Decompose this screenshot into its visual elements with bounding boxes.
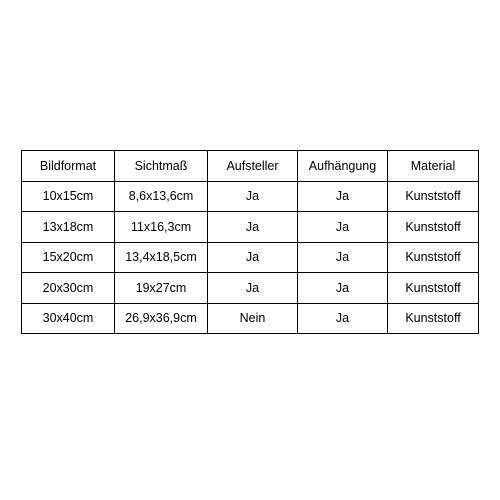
header-material: Material (388, 151, 479, 182)
cell-material: Kunststoff (388, 212, 479, 243)
cell-material: Kunststoff (388, 273, 479, 304)
header-bildformat: Bildformat (22, 151, 115, 182)
cell-sichtmass: 8,6x13,6cm (115, 181, 208, 212)
header-aufhaengung: Aufhängung (298, 151, 388, 182)
cell-bildformat: 30x40cm (22, 303, 115, 334)
cell-bildformat: 15x20cm (22, 242, 115, 273)
cell-aufsteller: Ja (208, 181, 298, 212)
cell-sichtmass: 13,4x18,5cm (115, 242, 208, 273)
cell-sichtmass: 26,9x36,9cm (115, 303, 208, 334)
cell-aufhaengung: Ja (298, 181, 388, 212)
table-row (22, 181, 479, 212)
frame-size-table (21, 150, 479, 334)
cell-bildformat: 13x18cm (22, 212, 115, 243)
cell-bildformat: 20x30cm (22, 273, 115, 304)
cell-aufhaengung: Ja (298, 273, 388, 304)
cell-bildformat: 10x15cm (22, 181, 115, 212)
cell-aufhaengung: Ja (298, 303, 388, 334)
cell-sichtmass: 11x16,3cm (115, 212, 208, 243)
table-row (22, 242, 479, 273)
cell-aufsteller: Nein (208, 303, 298, 334)
cell-aufsteller: Ja (208, 242, 298, 273)
cell-material: Kunststoff (388, 181, 479, 212)
cell-aufhaengung: Ja (298, 212, 388, 243)
cell-material: Kunststoff (388, 303, 479, 334)
cell-aufhaengung: Ja (298, 242, 388, 273)
cell-aufsteller: Ja (208, 212, 298, 243)
table-row (22, 212, 479, 243)
header-aufsteller: Aufsteller (208, 151, 298, 182)
header-sichtmass: Sichtmaß (115, 151, 208, 182)
table-row (22, 303, 479, 334)
cell-sichtmass: 19x27cm (115, 273, 208, 304)
table-row (22, 273, 479, 304)
cell-aufsteller: Ja (208, 273, 298, 304)
table-header-row (22, 151, 479, 182)
cell-material: Kunststoff (388, 242, 479, 273)
